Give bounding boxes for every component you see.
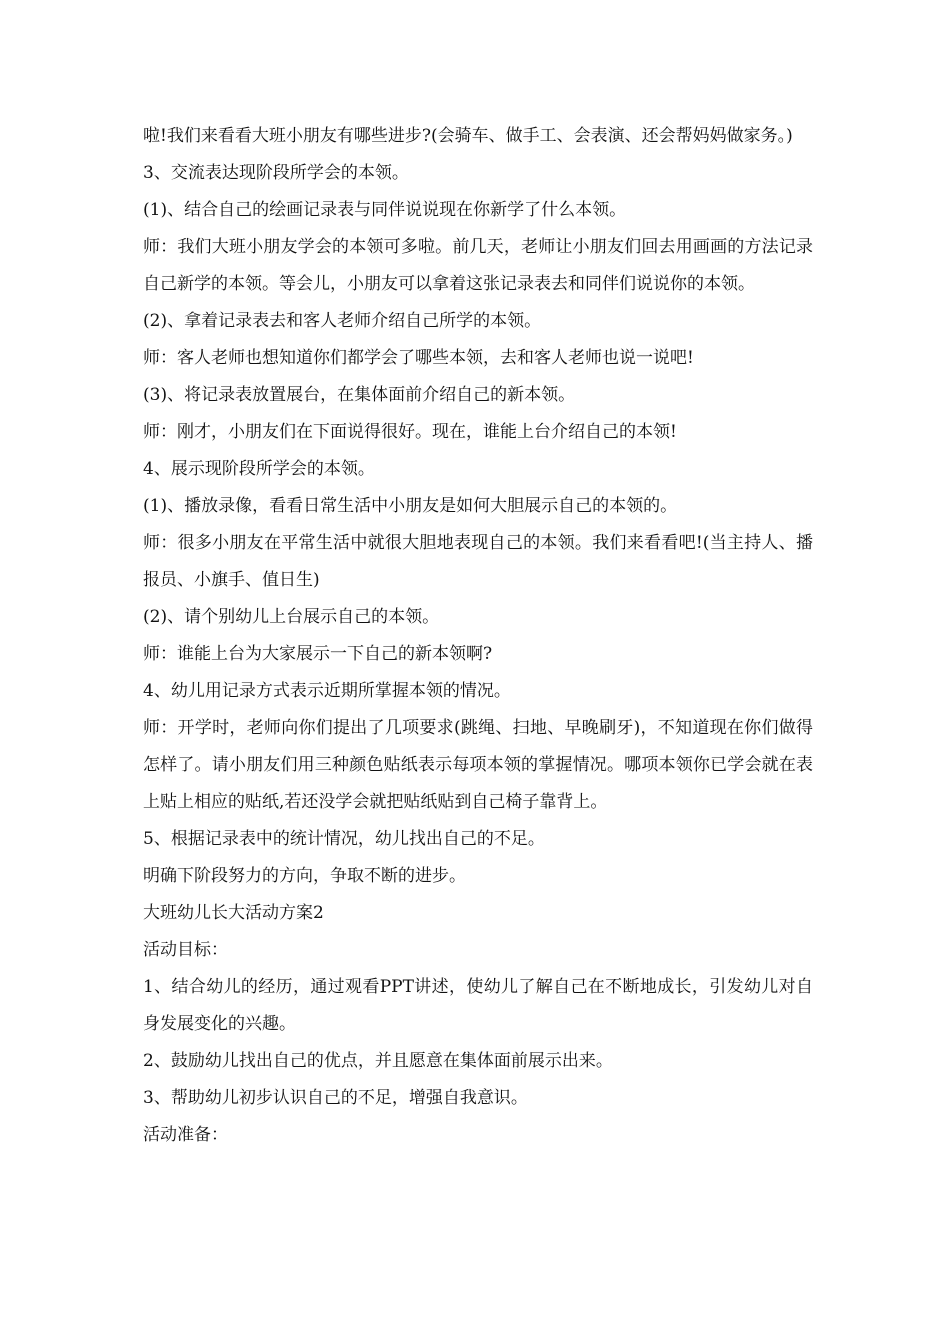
list-item: 3、帮助幼儿初步认识自己的不足，增强自我意识。 [143, 1088, 528, 1108]
paragraph: (1)、结合自己的绘画记录表与同伴说说现在你新学了什么本领。 [143, 200, 627, 220]
paragraph: 师：谁能上台为大家展示一下自己的新本领啊? [143, 644, 493, 664]
paragraph: 明确下阶段努力的方向，争取不断的进步。 [143, 866, 466, 886]
list-item: 2、鼓励幼儿找出自己的优点，并且愿意在集体面前展示出来。 [143, 1051, 613, 1071]
paragraph: 师：很多小朋友在平常生活中就很大胆地表现自己的本领。我们来看看吧!(当主持人、播报员、小旗手、值日生) [143, 533, 813, 590]
paragraph: 师：我们大班小朋友学会的本领可多啦。前几天，老师让小朋友们回去用画画的方法记录自己新学的本领。等会儿，小朋友可以拿着这张记录表去和同伴们说说你的本领。 [143, 237, 813, 294]
paragraph: (3)、将记录表放置展台，在集体面前介绍自己的新本领。 [143, 385, 576, 405]
paragraph: (2)、请个别幼儿上台展示自己的本领。 [143, 607, 440, 627]
paragraph: 师：客人老师也想知道你们都学会了哪些本领，去和客人老师也说一说吧! [143, 348, 694, 368]
paragraph: (1)、播放录像，看看日常生活中小朋友是如何大胆展示自己的本领的。 [143, 496, 678, 516]
paragraph: 啦!我们来看看大班小朋友有哪些进步?(会骑车、做手工、会表演、还会帮妈妈做家务。) [143, 126, 793, 146]
section-heading: 4、幼儿用记录方式表示近期所掌握本领的情况。 [143, 681, 511, 701]
section-heading: 3、交流表达现阶段所学会的本领。 [143, 163, 409, 183]
section-heading: 4、展示现阶段所学会的本领。 [143, 459, 375, 479]
section-heading: 5、根据记录表中的统计情况，幼儿找出自己的不足。 [143, 829, 545, 849]
list-item: 1、结合幼儿的经历，通过观看PPT讲述，使幼儿了解自己在不断地成长，引发幼儿对自身发展变化的兴趣。 [143, 977, 813, 1034]
section-heading: 活动目标： [143, 940, 228, 960]
document-title: 大班幼儿长大活动方案2 [143, 903, 324, 923]
paragraph: 师：刚才，小朋友们在下面说得很好。现在，谁能上台介绍自己的本领! [143, 422, 677, 442]
section-heading: 活动准备： [143, 1125, 228, 1145]
document-body [143, 118, 813, 1154]
paragraph: 师：开学时，老师向你们提出了几项要求(跳绳、扫地、早晚刷牙)，不知道现在你们做得怎样了。请小朋友们用三种颜色贴纸表示每项本领的掌握情况。哪项本领你已学会就在表上贴上相应的贴纸,若还没学会就把贴纸贴到自己椅子靠背上。 [143, 718, 813, 812]
paragraph: (2)、拿着记录表去和客人老师介绍自己所学的本领。 [143, 311, 542, 331]
